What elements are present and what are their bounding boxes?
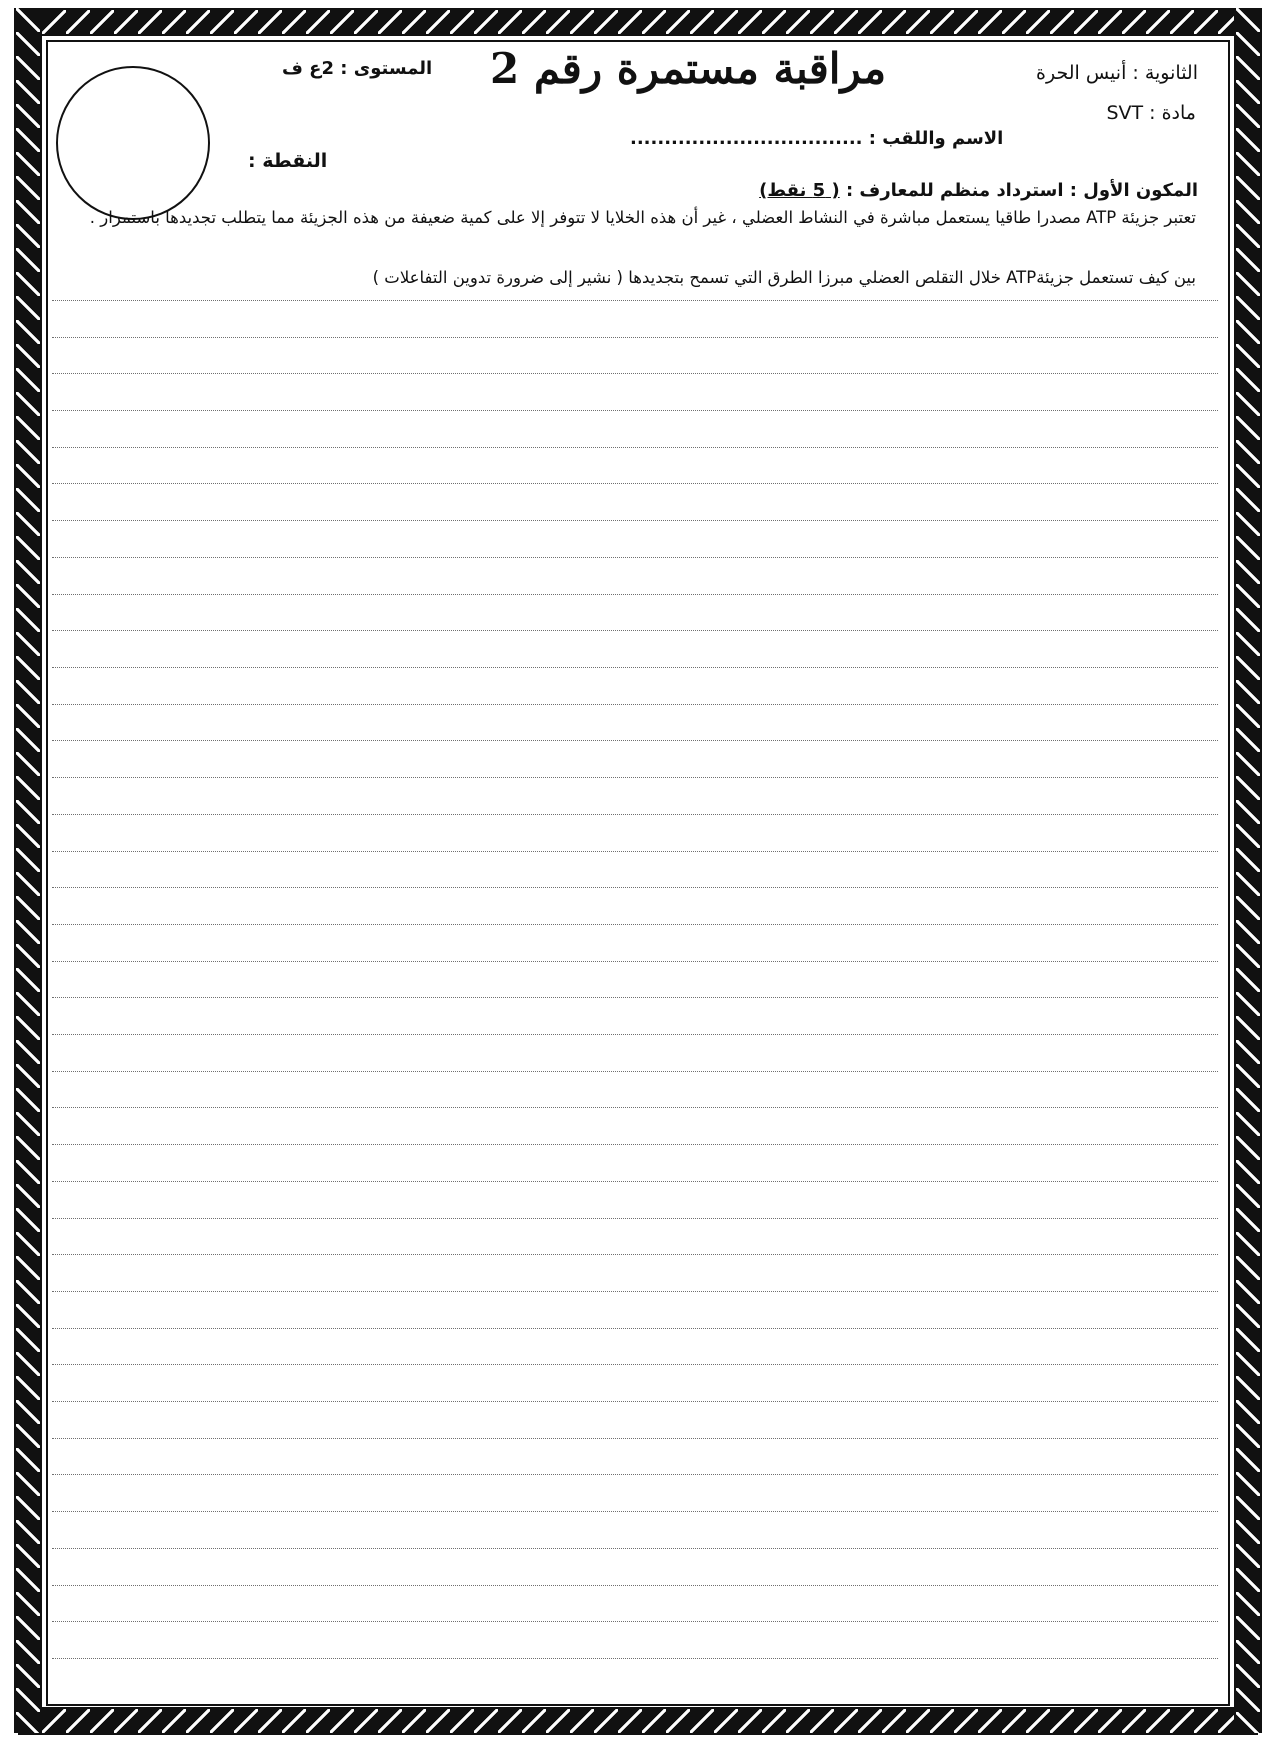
decorative-border-bottom [18,1707,1258,1735]
school-name: الثانوية : أنيس الحرة [1036,62,1198,84]
subject-name: مادة : SVT [1106,102,1196,124]
page-title: مراقبة مستمرة رقم 2 [490,44,887,93]
decorative-border-left [14,8,42,1733]
answer-line [52,1585,1218,1586]
answer-line [52,373,1218,374]
student-name-field[interactable]: الاسم واللقب : .................................. [630,128,1004,149]
decorative-border-top [18,8,1258,36]
answer-line [52,483,1218,484]
answer-line [52,740,1218,741]
answer-line [52,410,1218,411]
answer-line [52,1181,1218,1182]
answer-line [52,851,1218,852]
answer-line [52,1144,1218,1145]
answer-line [52,1548,1218,1549]
answer-line [52,337,1218,338]
answer-line [52,814,1218,815]
section-title [759,180,1198,201]
grade-label: النقطة : [248,150,328,172]
answer-line [52,924,1218,925]
answer-line [52,1254,1218,1255]
answer-line [52,1364,1218,1365]
answer-line [52,1071,1218,1072]
answer-line [52,594,1218,595]
section-title-prefix: المكون الأول : استرداد منظم للمعارف : [839,180,1198,201]
question-prompt: بين كيف تستعمل جزيئةATP خلال التقلص العضلي مبرزا الطرق التي تسمح بتجديدها ( نشير إلى ضرورة تدوين التفاعلات ) [372,268,1196,287]
answer-line [52,887,1218,888]
answer-line [52,520,1218,521]
answer-line [52,1291,1218,1292]
answer-line [52,961,1218,962]
answer-line [52,630,1218,631]
answer-line [52,1438,1218,1439]
answer-line [52,997,1218,998]
answer-line [52,1511,1218,1512]
class-level: المستوى : 2ع ف [282,58,433,79]
answer-line [52,667,1218,668]
section-points: ( 5 نقط) [759,180,840,201]
decorative-border-right [1234,8,1262,1733]
question-intro: تعتبر جزيئة ATP مصدرا طاقيا يستعمل مباشرة في النشاط العضلي ، غير أن هذه الخلايا لا تتوفر إلا على كمية ضعيفة من هذه الجزيئة مما يتطلب تجديدها باستمرار . [89,208,1196,227]
answer-line [52,777,1218,778]
answer-line [52,557,1218,558]
answer-line [52,1474,1218,1475]
answer-line [52,1034,1218,1035]
answer-line [52,1401,1218,1402]
grade-stamp-circle [56,66,210,220]
answer-line [52,704,1218,705]
answer-line [52,1621,1218,1622]
answer-line [52,1658,1218,1659]
answer-line [52,1218,1218,1219]
answer-line [52,1328,1218,1329]
answer-line [52,300,1218,301]
answer-line [52,447,1218,448]
answer-line [52,1107,1218,1108]
